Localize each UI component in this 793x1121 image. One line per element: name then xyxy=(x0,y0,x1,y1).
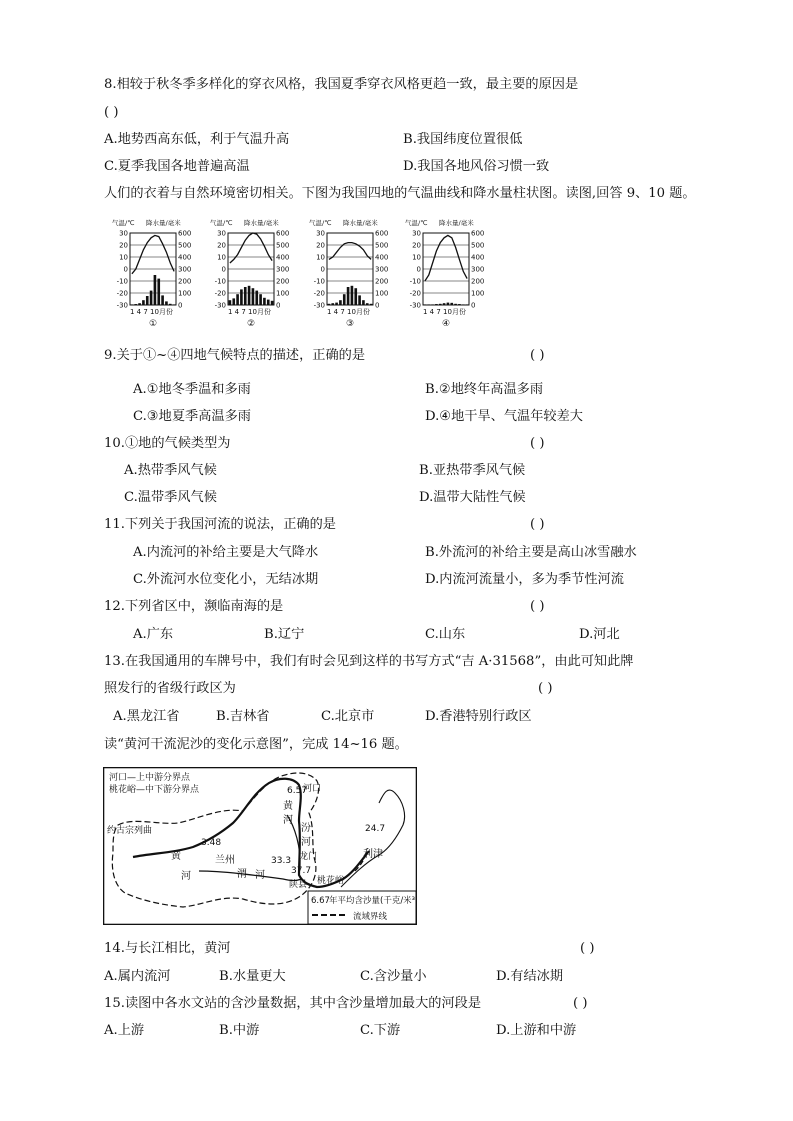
q11-option-d: D.内流河流量小，多为季节性河流 xyxy=(425,572,624,587)
month-axis-label: 1 4 7 10月份 xyxy=(423,308,466,316)
map-value-657: 6.57 xyxy=(287,786,308,796)
q8-answer-blank: ( ) xyxy=(104,105,119,120)
map-label-yueguzonglieqv: 约古宗列曲 xyxy=(107,826,153,836)
q15-answer-blank: ( ) xyxy=(573,996,588,1011)
q8-option-c: C.夏季我国各地普遍高温 xyxy=(104,159,250,174)
q13-option-d: D.香港特别行政区 xyxy=(425,709,532,724)
precip-bar xyxy=(458,304,461,305)
precip-bar xyxy=(157,279,160,305)
temp-tick-label: 10 xyxy=(316,253,325,262)
precip-bar xyxy=(229,300,232,305)
map-label-he2: 河 xyxy=(283,815,293,826)
precip-tick-label: 100 xyxy=(471,289,485,298)
precip-bar xyxy=(169,304,172,305)
temp-tick-label: 0 xyxy=(416,265,421,274)
precip-bar xyxy=(165,301,168,305)
temp-tick-label: -20 xyxy=(409,289,421,298)
temp-tick-label: 20 xyxy=(412,241,421,250)
month-axis-label: 1 4 7 10月份 xyxy=(130,308,173,316)
precip-bar xyxy=(252,288,255,305)
precip-bar xyxy=(236,294,239,305)
precip-bar xyxy=(142,300,145,305)
map-label-he: 河 xyxy=(181,871,191,882)
precip-tick-label: 600 xyxy=(375,229,389,238)
precip-tick-label: 300 xyxy=(178,265,192,274)
map-value-377: 37.7 xyxy=(291,866,312,876)
temp-tick-label: 0 xyxy=(221,265,226,274)
precip-tick-label: 500 xyxy=(375,241,389,250)
q11-option-c: C.外流河水位变化小，无结冰期 xyxy=(133,572,319,587)
map-label-fenhe: 河 xyxy=(301,837,311,848)
map-legend-value: 6.67 xyxy=(311,896,330,906)
q13-answer-blank: ( ) xyxy=(538,681,553,696)
climate-chart-3 xyxy=(309,216,397,334)
climate-chart-4 xyxy=(405,216,493,334)
precip-bar xyxy=(331,303,334,305)
q12-option-a: A.广东 xyxy=(133,627,174,642)
precip-bar xyxy=(351,286,354,305)
precip-bar xyxy=(244,287,247,305)
map-label-lijin: 利津 xyxy=(363,849,383,860)
precip-bar xyxy=(466,304,469,305)
q11-option-b: B.外流河的补给主要是高山冰雪融水 xyxy=(425,545,637,560)
precip-tick-label: 500 xyxy=(178,241,192,250)
precip-tick-label: 200 xyxy=(471,277,485,286)
temp-tick-label: -30 xyxy=(116,301,128,310)
temp-tick-label: 30 xyxy=(412,229,421,238)
temp-tick-label: 20 xyxy=(217,241,226,250)
q10-answer-blank: ( ) xyxy=(530,436,545,451)
temp-tick-label: 30 xyxy=(217,229,226,238)
precip-tick-label: 200 xyxy=(178,277,192,286)
q14-option-a: A.属内流河 xyxy=(104,969,171,984)
map-label-weihe: 河 xyxy=(255,870,265,881)
q13-stem-line2: 照发行的省级行政区为 xyxy=(104,681,236,696)
q14-stem: 14.与长江相比，黄河 xyxy=(104,941,231,956)
q14-answer-blank: ( ) xyxy=(580,941,595,956)
q8-option-a: A.地势西高东低，利于气温升高 xyxy=(104,132,290,147)
map-label-fen: 汾 xyxy=(301,823,311,834)
precip-bar xyxy=(134,304,137,305)
q13-stem-line1: 13.在我国通用的车牌号中，我们有时会见到这样的书写方式“吉 A·31568”，由此可知此牌 xyxy=(104,654,634,669)
precip-bar xyxy=(347,287,350,305)
q11-stem: 11.下列关于我国河流的说法，正确的是 xyxy=(104,517,336,532)
yellow-river-sediment-map xyxy=(103,767,417,925)
precip-bar xyxy=(443,303,446,305)
q9-option-c: C.③地夏季高温多雨 xyxy=(133,409,251,424)
precip-bar xyxy=(232,298,235,305)
q8-stem: 8.相较于秋冬季多样化的穿衣风格，我国夏季穿衣风格更趋一致，最主要的原因是 xyxy=(104,77,579,92)
map-legend-text: 年平均含沙量(千克/米³) xyxy=(329,896,417,906)
precip-tick-label: 200 xyxy=(375,277,389,286)
chart-id-label: ③ xyxy=(345,319,355,329)
precip-bar xyxy=(240,289,243,305)
q13-option-c: C.北京市 xyxy=(321,709,375,724)
map-label-hekou: 河口 xyxy=(303,784,322,794)
map-value-333: 33.3 xyxy=(271,856,292,866)
temp-tick-label: -10 xyxy=(214,277,226,286)
temp-tick-label: 20 xyxy=(316,241,325,250)
map-label-longmen: 龙门 xyxy=(299,852,318,862)
precip-bar xyxy=(335,303,338,305)
q10-option-c: C.温带季风气候 xyxy=(124,490,217,505)
precip-bar xyxy=(146,296,149,305)
q12-option-c: C.山东 xyxy=(425,627,466,642)
q13-option-a: A.黑龙江省 xyxy=(113,709,180,724)
temp-tick-label: 10 xyxy=(217,253,226,262)
precip-bar xyxy=(154,275,157,305)
q11-answer-blank: ( ) xyxy=(530,517,545,532)
temp-curve xyxy=(132,235,174,273)
q14-option-c: C.含沙量小 xyxy=(360,969,427,984)
q12-option-d: D.河北 xyxy=(579,627,620,642)
precip-tick-label: 0 xyxy=(375,301,380,310)
precip-bar xyxy=(358,295,361,305)
q8-option-b: B.我国纬度位置很低 xyxy=(403,132,523,147)
precip-tick-label: 0 xyxy=(276,301,281,310)
precip-tick-label: 600 xyxy=(471,229,485,238)
temp-tick-label: 30 xyxy=(119,229,128,238)
precip-tick-label: 500 xyxy=(471,241,485,250)
q14-option-d: D.有结冰期 xyxy=(496,969,564,984)
precip-bar xyxy=(454,304,457,305)
precip-bar xyxy=(450,303,453,305)
temp-tick-label: -20 xyxy=(313,289,325,298)
q15-option-d: D.上游和中游 xyxy=(496,1023,577,1038)
precip-bar xyxy=(263,298,266,305)
temp-tick-label: -10 xyxy=(116,277,128,286)
chart-id-label: ④ xyxy=(441,319,451,329)
temp-tick-label: -20 xyxy=(214,289,226,298)
precip-axis-title: 降水量/毫米 xyxy=(146,219,181,227)
precip-bar xyxy=(439,304,442,305)
precip-tick-label: 300 xyxy=(375,265,389,274)
chart-id-label: ② xyxy=(246,319,256,329)
q12-answer-blank: ( ) xyxy=(530,599,545,614)
q12-stem: 12.下列省区中，濒临南海的是 xyxy=(104,599,284,614)
precip-axis-title: 降水量/毫米 xyxy=(343,219,378,227)
q15-option-c: C.下游 xyxy=(360,1023,401,1038)
precip-bar xyxy=(131,304,134,305)
q9-option-b: B.②地终年高温多雨 xyxy=(425,382,544,397)
precip-bar xyxy=(339,300,342,305)
temp-tick-label: -30 xyxy=(409,301,421,310)
precip-tick-label: 600 xyxy=(276,229,290,238)
map-label-shanxian: 陕县 xyxy=(289,880,308,890)
climate-chart-2 xyxy=(210,216,298,334)
temp-tick-label: 0 xyxy=(320,265,325,274)
q13-option-b: B.吉林省 xyxy=(216,709,270,724)
precip-axis-title: 降水量/毫米 xyxy=(439,219,474,227)
temp-axis-title: 气温/℃ xyxy=(309,219,332,227)
intro-14-16: 读“黄河干流泥沙的变化示意图”，完成 14~16 题。 xyxy=(104,737,408,752)
q11-option-a: A.内流河的补给主要是大气降水 xyxy=(133,545,319,560)
temp-tick-label: -30 xyxy=(214,301,226,310)
precip-tick-label: 100 xyxy=(276,289,290,298)
precip-bar xyxy=(248,286,251,305)
q9-option-d: D.④地干旱、气温年较差大 xyxy=(425,409,583,424)
precip-axis-title: 降水量/毫米 xyxy=(244,219,279,227)
temp-tick-label: 10 xyxy=(119,253,128,262)
precip-bar xyxy=(271,301,274,305)
temp-axis-title: 气温/℃ xyxy=(405,219,428,227)
temp-tick-label: -20 xyxy=(116,289,128,298)
precip-bar xyxy=(343,294,346,305)
q12-option-b: B.辽宁 xyxy=(264,627,305,642)
precip-bar xyxy=(161,295,164,305)
q15-option-a: A.上游 xyxy=(104,1023,145,1038)
q15-option-b: B.中游 xyxy=(219,1023,260,1038)
precip-tick-label: 300 xyxy=(276,265,290,274)
precip-bar xyxy=(424,304,427,305)
precip-bar xyxy=(435,304,438,305)
q10-option-d: D.温带大陆性气候 xyxy=(419,490,526,505)
map-label-wei: 渭 xyxy=(237,869,247,880)
precip-tick-label: 400 xyxy=(375,253,389,262)
precip-tick-label: 600 xyxy=(178,229,192,238)
temp-tick-label: -10 xyxy=(313,277,325,286)
q14-option-b: B.水量更大 xyxy=(219,969,286,984)
temp-axis-title: 气温/℃ xyxy=(210,219,233,227)
q10-option-a: A.热带季风气候 xyxy=(124,463,217,478)
precip-bar xyxy=(173,304,176,305)
precip-tick-label: 0 xyxy=(471,301,476,310)
intro-9-10: 人们的衣着与自然环境密切相关。下图为我国四地的气温曲线和降水量柱状图。读图,回答 9、10 题。 xyxy=(104,186,696,201)
precip-bar xyxy=(462,304,465,305)
temp-curve xyxy=(425,235,467,281)
precip-tick-label: 100 xyxy=(178,289,192,298)
temp-tick-label: 20 xyxy=(119,241,128,250)
q9-option-a: A.①地冬季温和多雨 xyxy=(133,382,251,397)
chart-id-label: ① xyxy=(148,319,158,329)
precip-bar xyxy=(255,291,258,305)
precip-bar xyxy=(370,304,373,305)
map-label-lanzhou: 兰州 xyxy=(215,855,235,866)
temp-tick-label: -30 xyxy=(313,301,325,310)
precip-bar xyxy=(447,303,450,305)
precip-bar xyxy=(328,304,331,305)
map-legend-boundary: 流域界线 xyxy=(353,912,388,922)
q8-option-d: D.我国各地风俗习惯一致 xyxy=(403,159,550,174)
q10-option-b: B.亚热带季风气候 xyxy=(419,463,526,478)
precip-bar xyxy=(267,300,270,305)
temp-tick-label: 30 xyxy=(316,229,325,238)
precip-tick-label: 500 xyxy=(276,241,290,250)
map-label-huang: 黄 xyxy=(171,851,181,862)
temp-tick-label: 0 xyxy=(123,265,128,274)
precip-bar xyxy=(427,304,430,305)
precip-bar xyxy=(259,294,262,305)
temp-curve xyxy=(230,233,272,263)
map-legend-taohuayu: 桃花峪—中下游分界点 xyxy=(109,785,200,795)
precip-bar xyxy=(354,288,357,305)
precip-tick-label: 0 xyxy=(178,301,183,310)
precip-tick-label: 200 xyxy=(276,277,290,286)
map-label-huang2: 黄 xyxy=(283,801,293,812)
climate-chart-1 xyxy=(112,216,200,334)
precip-bar xyxy=(431,304,434,305)
q15-stem: 15.读图中各水文站的含沙量数据，其中含沙量增加最大的河段是 xyxy=(104,996,482,1011)
temp-axis-title: 气温/℃ xyxy=(112,219,135,227)
temp-tick-label: -10 xyxy=(409,277,421,286)
temp-tick-label: 10 xyxy=(412,253,421,262)
precip-bar xyxy=(362,300,365,305)
q9-stem: 9.关于①~④四地气候特点的描述，正确的是 xyxy=(104,348,366,363)
q9-answer-blank: ( ) xyxy=(530,348,545,363)
precip-bar xyxy=(150,291,153,305)
map-legend-hekou: 河口—上中游分界点 xyxy=(109,773,191,783)
map-label-taohuayu: 桃花峪 xyxy=(317,876,345,886)
month-axis-label: 1 4 7 10月份 xyxy=(327,308,370,316)
precip-bar xyxy=(366,303,369,305)
precip-tick-label: 400 xyxy=(471,253,485,262)
precip-tick-label: 400 xyxy=(276,253,290,262)
precip-bar xyxy=(138,303,141,305)
q10-stem: 10.①地的气候类型为 xyxy=(104,436,231,451)
map-value-348: 3.48 xyxy=(201,838,222,848)
precip-tick-label: 400 xyxy=(178,253,192,262)
month-axis-label: 1 4 7 10月份 xyxy=(228,308,271,316)
map-value-247: 24.7 xyxy=(365,824,386,834)
precip-tick-label: 100 xyxy=(375,289,389,298)
precip-tick-label: 300 xyxy=(471,265,485,274)
